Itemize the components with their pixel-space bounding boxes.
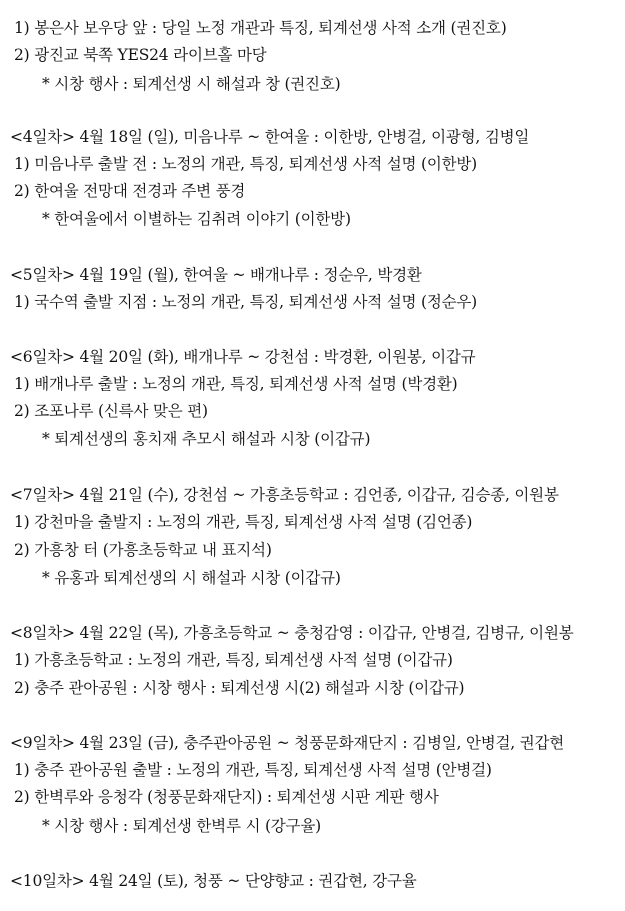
list-item: 2) 한벽루와 응청각 (청풍문화재단지) : 퇴계선생 시판 게판 행사: [14, 788, 439, 806]
list-item: 2) 가흥창 터 (가흥초등학교 내 표지석): [14, 541, 272, 559]
list-item: 1) 봉은사 보우당 앞 : 당일 노정 개관과 특징, 퇴계선생 사적 소개 (권진호): [14, 19, 507, 37]
note-item: * 시창 행사 : 퇴계선생 시 해설과 창 (권진호): [42, 75, 341, 93]
day-heading: <6일차> 4월 20일 (화), 배개나루 ~ 강천섬 : 박경환, 이원봉, 이갑규: [10, 348, 476, 366]
list-item: 1) 국수역 출발 지점 : 노정의 개관, 특징, 퇴계선생 사적 설명 (정순우): [14, 293, 478, 311]
list-item: 2) 한여울 전망대 전경과 주변 풍경: [14, 182, 246, 200]
list-item: 1) 배개나루 출발 : 노정의 개관, 특징, 퇴계선생 사적 설명 (박경환): [14, 375, 458, 393]
day-heading: <9일차> 4월 23일 (금), 충주관아공원 ~ 청풍문화재단지 : 김병일, 안병걸, 권갑현: [10, 734, 565, 752]
note-item: * 퇴계선생의 홍치재 추모시 해설과 시창 (이갑규): [42, 430, 371, 448]
list-item: 1) 미음나루 출발 전 : 노정의 개관, 특징, 퇴계선생 사적 설명 (이한방): [14, 155, 478, 173]
list-item: 1) 강천마을 출발지 : 노정의 개관, 특징, 퇴계선생 사적 설명 (김언종): [14, 513, 473, 531]
day-heading: <4일차> 4월 18일 (일), 미음나루 ~ 한여울 : 이한방, 안병걸, 이광형, 김병일: [10, 128, 530, 146]
day-heading: <5일차> 4월 19일 (월), 한여울 ~ 배개나루 : 정순우, 박경환: [10, 266, 422, 284]
list-item: 2) 광진교 북쪽 YES24 라이브홀 마당: [14, 46, 267, 64]
list-item: 2) 조포나루 (신륵사 맞은 편): [14, 402, 208, 420]
note-item: * 한여울에서 이별하는 김취려 이야기 (이한방): [42, 210, 351, 228]
note-item: * 유홍과 퇴계선생의 시 해설과 시창 (이갑규): [42, 569, 341, 587]
list-item: 2) 충주 관아공원 : 시창 행사 : 퇴계선생 시(2) 해설과 시창 (이갑규): [14, 679, 465, 697]
day-heading: <7일차> 4월 21일 (수), 강천섬 ~ 가흥초등학교 : 김언종, 이갑규, 김승종, 이원봉: [10, 486, 559, 504]
day-heading: <10일차> 4월 24일 (토), 청풍 ~ 단양향교 : 권갑현, 강구율: [10, 872, 417, 890]
day-heading: <8일차> 4월 22일 (목), 가흥초등학교 ~ 충청감영 : 이갑규, 안병걸, 김병규, 이원봉: [10, 624, 574, 642]
list-item: 1) 가흥초등학교 : 노정의 개관, 특징, 퇴계선생 사적 설명 (이갑규): [14, 651, 453, 669]
list-item: 1) 충주 관아공원 출발 : 노정의 개관, 특징, 퇴계선생 사적 설명 (안병걸): [14, 761, 492, 779]
note-item: * 시창 행사 : 퇴계선생 한벽루 시 (강구율): [42, 817, 321, 835]
